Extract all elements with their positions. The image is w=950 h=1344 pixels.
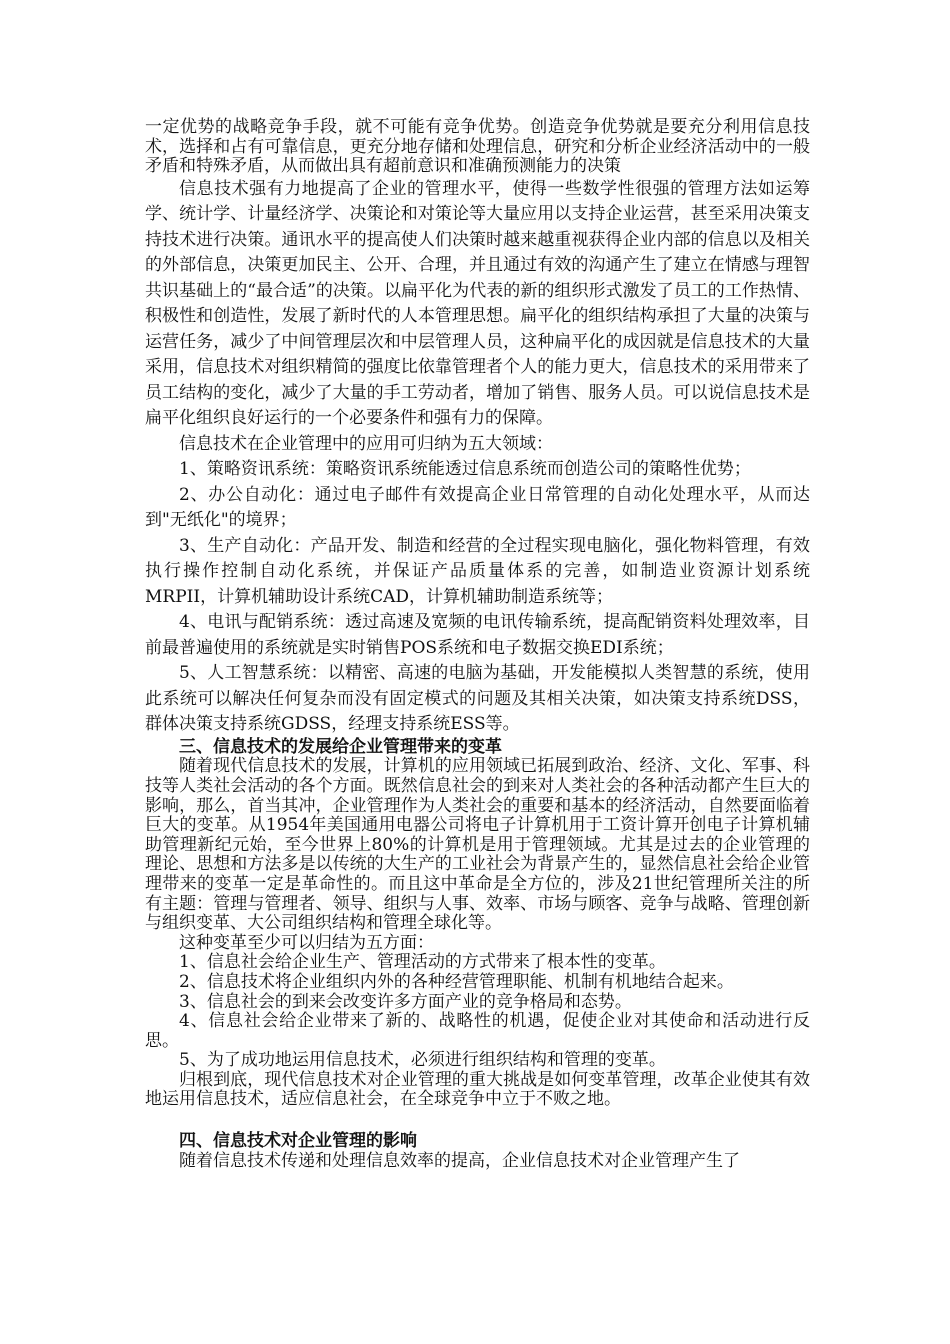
paragraph-competitive-advantage: 一定优势的战略竞争手段，就不可能有竞争优势。创造竞争优势就是要充分利用信息技术，选择和占有可靠信息，更充分地存储和处理信息，研究和分析企业经济活动中的一般矛盾和特殊矛盾，从而做出具有超前意识和准确预测能力的决策 xyxy=(145,117,810,177)
paragraph-management-level: 信息技术强有力地提高了企业的管理水平，使得一些数学性很强的管理方法如运筹学、统计学、计量经济学、决策论和对策论等大量应用以支持企业运营，甚至采用决策支持技术进行决策。通讯水平的提高使人们决策时越来越重视获得企业内部的信息以及相关的外部信息，决策更加民主、公开、合理，并且通过有效的沟通产生了建立在情感与理智共识基础上的“最合适”的决策。以扁平化为代表的新的组织形式激发了员工的工作热情、积极性和创造性，发展了新时代的人本管理思想。扁平化的组织结构承担了大量的决策与运营任务，减少了中间管理层次和中层管理人员，这种扁平化的成因就是信息技术的大量采用，信息技术对组织精简的强度比依靠管理者个人的能力更大，信息技术的采用带来了员工结构的变化，减少了大量的手工劳动者，增加了销售、服务人员。可以说信息技术是扁平化组织良好运行的一个必要条件和强有力的保障。 xyxy=(145,178,810,429)
list-item-aspect-1: 1、信息社会给企业生产、管理活动的方式带来了根本性的变革。 xyxy=(179,952,666,973)
list-item-aspect-4: 4、信息社会给企业带来了新的、战略性的机遇，促使企业对其使命和活动进行反思。 xyxy=(145,1011,810,1051)
paragraph-five-domains-intro: 信息技术在企业管理中的应用可归纳为五大领域： xyxy=(179,433,553,454)
list-item-aspect-3: 3、信息社会的到来会改变许多方面产业的竞争格局和态势。 xyxy=(179,991,632,1012)
list-item-aspect-2: 2、信息技术将企业组织内外的各种经营管理职能、机制有机地结合起来。 xyxy=(179,971,734,992)
list-item-telecom-distribution: 4、电讯与配销系统：透过高速及宽频的电讯传输系统，提高配销资料处理效率，目前最普遍使用的系统就是实时销售POS系统和电子数据交换EDI系统； xyxy=(145,612,810,658)
paragraph-conclusion: 归根到底，现代信息技术对企业管理的重大挑战是如何变革管理，改革企业使其有效地运用信息技术，适应信息社会，在全球竞争中立于不败之地。 xyxy=(145,1069,810,1110)
section-heading-4: 四、信息技术对企业管理的影响 xyxy=(179,1131,417,1152)
list-item-office-automation: 2、办公自动化：通过电子邮件有效提高企业日常管理的自动化处理水平，从而达到"无纸化"的境界； xyxy=(145,484,810,531)
document-page xyxy=(145,118,810,1171)
paragraph-it-development: 随着现代信息技术的发展，计算机的应用领域已拓展到政治、经济、文化、军事、科技等人类社会活动的各个方面。既然信息社会的到来对人类社会的各种活动都产生巨大的影响，那么，首当其冲，企业管理作为人类社会的重要和基本的经济活动，自然要面临着巨大的变革。从1954年美国通用电器公司将电子计算机用于工资计算开创电子计算机辅助管理新纪元始，至今世界上80%的计算机是用于管理领域。尤其是过去的企业管理的理论、思想和方法多是以传统的大生产的工业社会为背景产生的，显然信息社会给企业管理带来的变革一定是革命性的。而且这中革命是全方位的，涉及21世纪管理所关注的所有主题：管理与管理者、领导、组织与人事、效率、市场与顾客、竞争与战略、管理创新与组织变革、大公司组织结构和管理全球化等。 xyxy=(145,756,810,934)
section-spacer xyxy=(145,1110,810,1132)
list-item-ai-system: 5、人工智慧系统：以精密、高速的电脑为基础，开发能模拟人类智慧的系统，使用此系统可以解决任何复杂而没有固定模式的问题及其相关决策，如决策支持系统DSS，群体决策支持系统GDSS，经理支持系统ESS等。 xyxy=(145,663,810,735)
list-item-production-automation: 3、生产自动化：产品开发、制造和经营的全过程实现电脑化，强化物料管理，有效执行操作控制自动化系统，并保证产品质量体系的完善，如制造业资源计划系统MRPII，计算机辅助设计系统CAD，计算机辅助制造系统等； xyxy=(145,535,810,607)
paragraph-five-aspects-intro: 这种变革至少可以归结为五方面： xyxy=(179,932,434,953)
paragraph-it-influence: 随着信息技术传递和处理信息效率的提高，企业信息技术对企业管理产生了 xyxy=(179,1150,740,1171)
list-item-aspect-5: 5、为了成功地运用信息技术，必须进行组织结构和管理的变革。 xyxy=(179,1050,666,1071)
list-item-strategy-system: 1、策略资讯系统：策略资讯系统能透过信息系统而创造公司的策略性优势； xyxy=(179,459,751,480)
section-heading-3: 三、信息技术的发展给企业管理带来的变革 xyxy=(179,736,502,757)
